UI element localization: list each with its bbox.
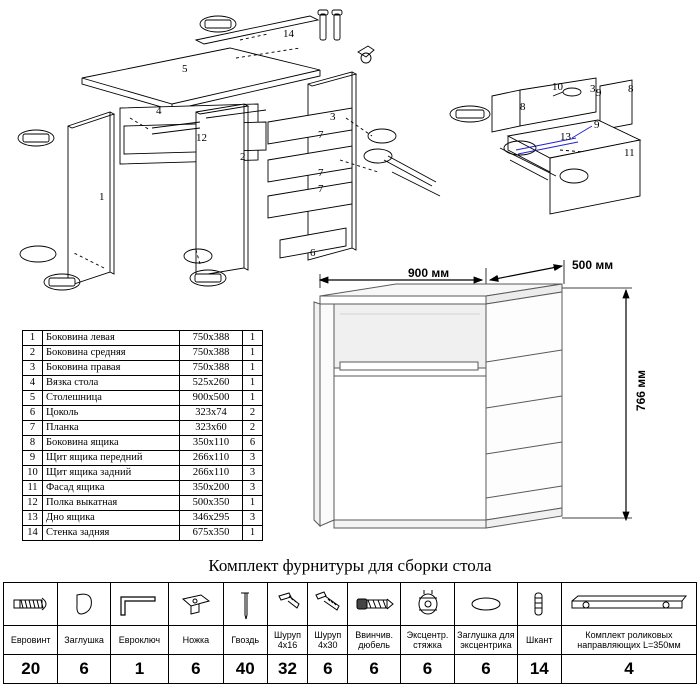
svg-text:1: 1 [99,191,105,203]
table-row [23,376,263,391]
svg-text:4: 4 [156,105,162,117]
part-quantity: 1 [243,496,263,511]
hardware-quantity: 6 [400,655,454,684]
part-number: 3 [23,361,43,376]
hardware-label: Заглушка для эксцентрика [455,626,517,655]
hardware-quantity: 20 [4,655,58,684]
shkant-icon [517,583,561,626]
part-number: 2 [23,346,43,361]
table-row [23,346,263,361]
part-name: Боковина правая [43,361,180,376]
part-quantity: 3 [243,466,263,481]
part-number: 6 [23,406,43,421]
depth-dimension-label: 500 мм [572,258,614,272]
part-name: Вязка стола [43,376,180,391]
part-quantity: 2 [243,421,263,436]
part-name: Щит ящика передний [43,451,180,466]
hardware-quantity: 6 [58,655,110,684]
part-dimension: 323x74 [180,406,243,421]
part-name: Боковина средняя [43,346,180,361]
svg-text:11: 11 [624,147,635,159]
part-dimension: 350x110 [180,436,243,451]
part-name: Боковина левая [43,331,180,346]
table-row [23,361,263,376]
part-dimension: 750x388 [180,331,243,346]
table-row [23,436,263,451]
table-row [23,526,263,541]
hardware-quantity: 40 [223,655,267,684]
hardware-quantity: 4 [561,655,696,684]
svg-text:13: 13 [560,131,571,143]
hardware-label: Комплект роликовых направляющих L=350мм [561,626,696,655]
hardware-quantity: 32 [267,655,307,684]
hardware-label: Ввинчив. дюбель [348,626,400,655]
part-number: 5 [23,391,43,406]
hardware-label: Шуруп 4x30 [308,626,348,655]
hardware-kit-table [3,582,697,684]
part-dimension: 900x500 [180,391,243,406]
hardware-quantity: 1 [110,655,168,684]
svg-text:2: 2 [240,151,246,163]
hardware-quantity: 6 [308,655,348,684]
leg-icon [169,583,223,626]
svg-text:7: 7 [318,129,324,141]
parts-list-table [22,330,263,541]
part-quantity: 1 [243,346,263,361]
svg-text:7: 7 [318,183,324,195]
part-dimension: 750x388 [180,361,243,376]
euroscrew-icon [4,583,58,626]
svg-text:9: 9 [594,119,600,131]
hardware-quantity-row [4,655,697,684]
part-name: Щит ящика задний [43,466,180,481]
hardware-label: Шуруп 4x16 [267,626,307,655]
hardware-icon-row [4,583,697,626]
finished-product-drawing [300,258,700,548]
screw-4x16-icon [267,583,307,626]
svg-text:9: 9 [596,87,602,99]
hardware-label: Евроключ [110,626,168,655]
width-dimension-label: 900 мм [408,266,450,280]
eurokey-icon [110,583,168,626]
part-quantity: 2 [243,406,263,421]
part-dimension: 350x200 [180,481,243,496]
part-dimension: 525x260 [180,376,243,391]
part-name: Стенка задняя [43,526,180,541]
table-row [23,406,263,421]
part-name: Дно ящика [43,511,180,526]
part-number: 8 [23,436,43,451]
svg-text:6: 6 [310,247,316,259]
svg-text:3: 3 [590,83,596,95]
part-number: 11 [23,481,43,496]
part-number: 14 [23,526,43,541]
dowel-icon [348,583,400,626]
part-number: 13 [23,511,43,526]
part-dimension: 750x388 [180,346,243,361]
eccentric-icon [400,583,454,626]
table-row [23,496,263,511]
svg-text:7: 7 [318,167,324,179]
hardware-label: Шкант [517,626,561,655]
part-name: Планка [43,421,180,436]
table-row [23,451,263,466]
part-quantity: 1 [243,376,263,391]
svg-text:12: 12 [196,132,207,144]
part-name: Столешница [43,391,180,406]
table-row [23,331,263,346]
cap-icon [58,583,110,626]
hardware-label: Гвоздь [223,626,267,655]
svg-text:5: 5 [182,63,188,75]
part-quantity: 6 [243,436,263,451]
part-name: Фасад ящика [43,481,180,496]
screw-4x30-icon [308,583,348,626]
part-name: Полка выкатная [43,496,180,511]
svg-text:8: 8 [628,83,634,95]
slides-icon [561,583,696,626]
hardware-quantity: 6 [455,655,517,684]
hardware-label-row [4,626,697,655]
hardware-label: Ножка [169,626,223,655]
exploded-assembly-diagram [0,0,700,290]
hardware-kit-title: Комплект фурнитуры для сборки стола [208,556,492,575]
table-row [23,466,263,481]
part-dimension: 266x110 [180,466,243,481]
part-dimension: 675x350 [180,526,243,541]
table-row [23,511,263,526]
part-quantity: 1 [243,331,263,346]
hardware-label: Заглушка [58,626,110,655]
part-quantity: 3 [243,451,263,466]
nail-icon [223,583,267,626]
part-number: 7 [23,421,43,436]
eccentric-cap-icon [455,583,517,626]
part-dimension: 323x60 [180,421,243,436]
table-row [23,421,263,436]
part-name: Боковина ящика [43,436,180,451]
svg-text:3: 3 [330,111,336,123]
hardware-quantity: 6 [169,655,223,684]
table-row [23,391,263,406]
part-quantity: 3 [243,511,263,526]
svg-text:14: 14 [283,28,294,40]
svg-text:8: 8 [520,101,526,113]
hardware-label: Эксцентр. стяжка [400,626,454,655]
part-number: 12 [23,496,43,511]
part-number: 10 [23,466,43,481]
table-row [23,481,263,496]
parts-list-body [23,331,263,541]
part-number: 4 [23,376,43,391]
part-name: Цоколь [43,406,180,421]
hardware-quantity: 6 [348,655,400,684]
part-dimension: 500x350 [180,496,243,511]
part-quantity: 3 [243,481,263,496]
part-dimension: 266x110 [180,451,243,466]
svg-text:10: 10 [552,81,563,93]
part-dimension: 346x295 [180,511,243,526]
hardware-label: Евровинт [4,626,58,655]
part-quantity: 1 [243,361,263,376]
part-quantity: 1 [243,526,263,541]
height-dimension-label: 766 мм [634,370,648,412]
part-quantity: 1 [243,391,263,406]
part-number: 1 [23,331,43,346]
hardware-quantity: 14 [517,655,561,684]
part-number: 9 [23,451,43,466]
